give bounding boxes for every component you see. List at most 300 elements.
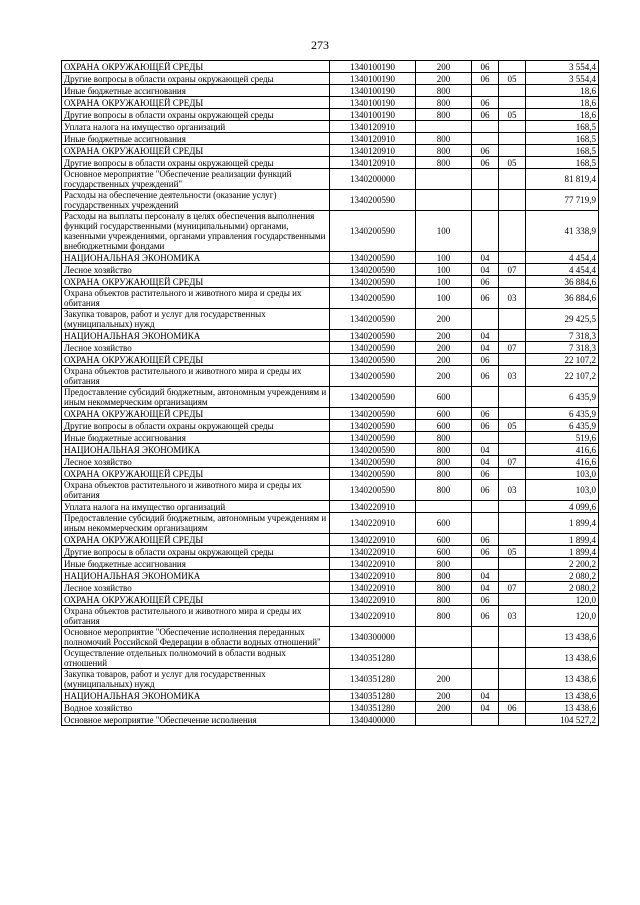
table-row [62,420,599,432]
row-expense-type-cell: 800 [416,145,472,157]
row-section-cell: 04 [472,582,499,594]
row-section-cell: 06 [472,145,499,157]
row-subsection-cell [499,570,526,582]
row-name-cell: НАЦИОНАЛЬНАЯ ЭКОНОМИКА [62,570,330,582]
row-amount-cell: 1 899,4 [526,513,599,534]
row-expense-type-cell [416,121,472,133]
row-amount-cell: 2 080,2 [526,570,599,582]
row-code-cell: 1340220910 [330,501,416,513]
row-section-cell: 04 [472,252,499,264]
row-name-cell: Охрана объектов растительного и животного мира и среды их обитания [62,480,330,501]
row-subsection-cell [499,627,526,648]
row-name-cell: Иные бюджетные ассигнования [62,558,330,570]
row-amount-cell: 103,0 [526,468,599,480]
row-expense-type-cell: 200 [416,669,472,690]
row-amount-cell: 18,6 [526,85,599,97]
table-row [62,480,599,501]
row-subsection-cell [499,714,526,726]
row-section-cell: 06 [472,73,499,85]
row-code-cell: 1340220910 [330,546,416,558]
row-subsection-cell: 05 [499,109,526,121]
row-amount-cell: 416,6 [526,444,599,456]
table-row [62,513,599,534]
row-section-cell: 06 [472,546,499,558]
row-amount-cell: 36 884,6 [526,276,599,288]
table-row [62,133,599,145]
row-expense-type-cell [416,648,472,669]
row-subsection-cell [499,61,526,73]
row-name-cell: Предоставление субсидий бюджетным, автономным учреждениям и иным некоммерческим организациям [62,387,330,408]
table-row [62,330,599,342]
table-row [62,468,599,480]
row-subsection-cell: 06 [499,702,526,714]
row-amount-cell: 3 554,4 [526,61,599,73]
row-subsection-cell [499,276,526,288]
table-row [62,501,599,513]
row-name-cell: ОХРАНА ОКРУЖАЮЩЕЙ СРЕДЫ [62,145,330,157]
row-amount-cell: 168,5 [526,133,599,145]
row-expense-type-cell: 100 [416,288,472,309]
row-name-cell: Иные бюджетные ассигнования [62,133,330,145]
row-subsection-cell [499,444,526,456]
row-name-cell: Закупка товаров, работ и услуг для государственных (муниципальных) нужд [62,669,330,690]
row-code-cell: 1340100190 [330,97,416,109]
row-code-cell: 1340220910 [330,594,416,606]
row-section-cell [472,501,499,513]
table-row [62,121,599,133]
table-row [62,627,599,648]
row-section-cell: 04 [472,690,499,702]
row-expense-type-cell: 600 [416,546,472,558]
row-name-cell: Основное мероприятие "Обеспечение исполнения [62,714,330,726]
row-name-cell: ОХРАНА ОКРУЖАЮЩЕЙ СРЕДЫ [62,61,330,73]
table-row [62,157,599,169]
table-row [62,648,599,669]
row-amount-cell: 18,6 [526,97,599,109]
row-subsection-cell [499,468,526,480]
row-code-cell: 1340100190 [330,73,416,85]
row-subsection-cell [499,211,526,252]
row-amount-cell: 29 425,5 [526,309,599,330]
row-code-cell: 1340200590 [330,288,416,309]
row-name-cell: НАЦИОНАЛЬНАЯ ЭКОНОМИКА [62,330,330,342]
row-expense-type-cell: 600 [416,387,472,408]
row-subsection-cell [499,648,526,669]
row-section-cell [472,648,499,669]
table-row [62,690,599,702]
row-subsection-cell [499,501,526,513]
row-expense-type-cell [416,714,472,726]
table-row [62,594,599,606]
row-name-cell: Предоставление субсидий бюджетным, автономным учреждениям и иным некоммерческим организациям [62,513,330,534]
row-amount-cell: 13 438,6 [526,690,599,702]
row-name-cell: Другие вопросы в области охраны окружающей среды [62,109,330,121]
row-amount-cell: 18,6 [526,109,599,121]
table-row [62,61,599,73]
row-subsection-cell: 03 [499,606,526,627]
row-code-cell: 1340200590 [330,366,416,387]
row-amount-cell: 120,0 [526,594,599,606]
row-code-cell: 1340200590 [330,190,416,211]
row-subsection-cell: 05 [499,73,526,85]
row-section-cell [472,513,499,534]
row-name-cell: Водное хозяйство [62,702,330,714]
row-expense-type-cell: 800 [416,456,472,468]
table-row [62,97,599,109]
row-name-cell: НАЦИОНАЛЬНАЯ ЭКОНОМИКА [62,690,330,702]
row-name-cell: Основное мероприятие "Обеспечение исполнения переданных полномочий Российской Федерации в области водных отношений" [62,627,330,648]
row-expense-type-cell: 600 [416,534,472,546]
row-code-cell: 1340120910 [330,121,416,133]
row-amount-cell: 77 719,9 [526,190,599,211]
row-expense-type-cell [416,627,472,648]
row-expense-type-cell: 200 [416,61,472,73]
budget-table [61,60,599,726]
row-expense-type-cell: 200 [416,690,472,702]
row-code-cell: 1340200590 [330,309,416,330]
table-row [62,288,599,309]
row-amount-cell: 168,5 [526,145,599,157]
row-section-cell: 04 [472,702,499,714]
row-section-cell [472,714,499,726]
row-name-cell: ОХРАНА ОКРУЖАЮЩЕЙ СРЕДЫ [62,276,330,288]
row-section-cell: 06 [472,480,499,501]
row-name-cell: ОХРАНА ОКРУЖАЮЩЕЙ СРЕДЫ [62,594,330,606]
row-expense-type-cell: 800 [416,97,472,109]
table-row [62,714,599,726]
row-amount-cell: 6 435,9 [526,387,599,408]
row-code-cell: 1340200590 [330,264,416,276]
table-row [62,546,599,558]
row-section-cell: 06 [472,157,499,169]
row-expense-type-cell: 800 [416,570,472,582]
row-amount-cell: 13 438,6 [526,648,599,669]
row-amount-cell: 6 435,9 [526,420,599,432]
row-expense-type-cell: 800 [416,558,472,570]
row-amount-cell: 13 438,6 [526,627,599,648]
row-name-cell: Уплата налога на имущество организаций [62,121,330,133]
row-expense-type-cell: 600 [416,513,472,534]
row-section-cell: 06 [472,97,499,109]
row-code-cell: 1340351280 [330,669,416,690]
row-subsection-cell: 07 [499,456,526,468]
row-expense-type-cell [416,190,472,211]
row-amount-cell: 416,6 [526,456,599,468]
row-expense-type-cell [416,501,472,513]
row-code-cell: 1340100190 [330,61,416,73]
row-section-cell: 04 [472,570,499,582]
row-subsection-cell [499,145,526,157]
row-amount-cell: 13 438,6 [526,669,599,690]
row-section-cell: 04 [472,444,499,456]
row-section-cell [472,85,499,97]
row-section-cell [472,669,499,690]
row-name-cell: ОХРАНА ОКРУЖАЮЩЕЙ СРЕДЫ [62,468,330,480]
table-row [62,276,599,288]
row-subsection-cell: 03 [499,288,526,309]
table-row [62,387,599,408]
row-amount-cell: 6 435,9 [526,408,599,420]
row-amount-cell: 22 107,2 [526,354,599,366]
row-amount-cell: 7 318,3 [526,330,599,342]
row-section-cell: 06 [472,420,499,432]
row-amount-cell: 168,5 [526,121,599,133]
row-expense-type-cell: 800 [416,432,472,444]
row-code-cell: 1340220910 [330,570,416,582]
row-name-cell: Охрана объектов растительного и животного мира и среды их обитания [62,606,330,627]
row-section-cell: 06 [472,354,499,366]
row-name-cell: Основное мероприятие "Обеспечение реализации функций государственных учреждений" [62,169,330,190]
row-name-cell: Иные бюджетные ассигнования [62,432,330,444]
row-subsection-cell: 05 [499,546,526,558]
row-code-cell: 1340220910 [330,513,416,534]
row-amount-cell: 22 107,2 [526,366,599,387]
table-row [62,169,599,190]
row-expense-type-cell: 100 [416,252,472,264]
row-subsection-cell [499,169,526,190]
table-row [62,606,599,627]
row-subsection-cell [499,121,526,133]
row-name-cell: Другие вопросы в области охраны окружающей среды [62,546,330,558]
row-code-cell: 1340220910 [330,534,416,546]
row-subsection-cell [499,513,526,534]
row-expense-type-cell: 200 [416,366,472,387]
row-subsection-cell: 07 [499,342,526,354]
row-expense-type-cell: 800 [416,157,472,169]
row-amount-cell: 4 099,6 [526,501,599,513]
row-amount-cell: 519,6 [526,432,599,444]
row-amount-cell: 4 454,4 [526,264,599,276]
row-expense-type-cell: 800 [416,133,472,145]
row-expense-type-cell: 600 [416,408,472,420]
row-code-cell: 1340120910 [330,133,416,145]
row-expense-type-cell: 100 [416,276,472,288]
table-row [62,342,599,354]
row-section-cell [472,190,499,211]
row-section-cell: 04 [472,330,499,342]
table-row [62,570,599,582]
row-section-cell: 04 [472,264,499,276]
row-section-cell [472,432,499,444]
row-subsection-cell [499,558,526,570]
row-expense-type-cell: 600 [416,420,472,432]
table-row [62,558,599,570]
row-section-cell: 04 [472,342,499,354]
row-amount-cell: 3 554,4 [526,73,599,85]
row-code-cell: 1340200590 [330,456,416,468]
row-subsection-cell [499,594,526,606]
row-name-cell: Расходы на выплаты персоналу в целях обеспечения выполнения функций государственными (муниципальными) органами, казенными учреждениями, органами управления государственными внебюджетными фондами [62,211,330,252]
row-expense-type-cell: 200 [416,309,472,330]
row-name-cell: Уплата налога на имущество организаций [62,501,330,513]
row-code-cell: 1340220910 [330,558,416,570]
row-section-cell: 06 [472,61,499,73]
row-code-cell: 1340200590 [330,252,416,264]
row-name-cell: Закупка товаров, работ и услуг для государственных (муниципальных) нужд [62,309,330,330]
row-amount-cell: 168,5 [526,157,599,169]
row-section-cell [472,133,499,145]
row-subsection-cell [499,432,526,444]
row-subsection-cell [499,190,526,211]
row-amount-cell: 4 454,4 [526,252,599,264]
row-expense-type-cell: 800 [416,606,472,627]
row-section-cell: 06 [472,288,499,309]
row-code-cell: 1340100190 [330,109,416,121]
row-subsection-cell: 05 [499,420,526,432]
row-name-cell: Осуществление отдельных полномочий в области водных отношений [62,648,330,669]
row-name-cell: Лесное хозяйство [62,582,330,594]
row-code-cell: 1340120910 [330,157,416,169]
row-code-cell: 1340351280 [330,690,416,702]
row-name-cell: Другие вопросы в области охраны окружающей среды [62,420,330,432]
row-amount-cell: 41 338,9 [526,211,599,252]
table-row [62,211,599,252]
table-row [62,85,599,97]
row-code-cell: 1340200590 [330,408,416,420]
row-section-cell [472,558,499,570]
table-row [62,702,599,714]
row-name-cell: НАЦИОНАЛЬНАЯ ЭКОНОМИКА [62,444,330,456]
table-row [62,354,599,366]
row-amount-cell: 120,0 [526,606,599,627]
row-code-cell: 1340351280 [330,702,416,714]
row-amount-cell: 2 080,2 [526,582,599,594]
table-row [62,145,599,157]
row-code-cell: 1340120910 [330,145,416,157]
row-amount-cell: 7 318,3 [526,342,599,354]
row-amount-cell: 1 899,4 [526,534,599,546]
row-subsection-cell [499,252,526,264]
row-expense-type-cell: 800 [416,85,472,97]
row-subsection-cell [499,669,526,690]
table-row [62,73,599,85]
row-code-cell: 1340200590 [330,432,416,444]
row-code-cell: 1340300000 [330,627,416,648]
table-row [62,309,599,330]
row-amount-cell: 1 899,4 [526,546,599,558]
row-code-cell: 1340200000 [330,169,416,190]
row-subsection-cell [499,133,526,145]
row-subsection-cell: 03 [499,480,526,501]
row-section-cell: 06 [472,276,499,288]
table-row [62,534,599,546]
row-expense-type-cell: 200 [416,342,472,354]
table-row [62,109,599,121]
row-subsection-cell [499,690,526,702]
row-name-cell: Охрана объектов растительного и животного мира и среды их обитания [62,366,330,387]
row-expense-type-cell: 800 [416,480,472,501]
table-row [62,582,599,594]
row-subsection-cell [499,408,526,420]
row-code-cell: 1340200590 [330,444,416,456]
row-amount-cell: 81 819,4 [526,169,599,190]
row-name-cell: ОХРАНА ОКРУЖАЮЩЕЙ СРЕДЫ [62,354,330,366]
row-subsection-cell [499,309,526,330]
row-amount-cell: 104 527,2 [526,714,599,726]
row-name-cell: НАЦИОНАЛЬНАЯ ЭКОНОМИКА [62,252,330,264]
row-expense-type-cell [416,169,472,190]
table-row [62,190,599,211]
page-number: 273 [311,38,329,52]
row-expense-type-cell: 200 [416,354,472,366]
row-subsection-cell [499,330,526,342]
row-code-cell: 1340400000 [330,714,416,726]
row-amount-cell: 2 200,2 [526,558,599,570]
row-section-cell: 06 [472,606,499,627]
row-code-cell: 1340200590 [330,211,416,252]
row-name-cell: Охрана объектов растительного и животного мира и среды их обитания [62,288,330,309]
row-amount-cell: 36 884,6 [526,288,599,309]
row-code-cell: 1340200590 [330,354,416,366]
table-row [62,252,599,264]
row-expense-type-cell: 200 [416,702,472,714]
table-row [62,408,599,420]
row-section-cell: 06 [472,468,499,480]
row-expense-type-cell: 800 [416,468,472,480]
row-name-cell: Лесное хозяйство [62,456,330,468]
row-section-cell: 06 [472,594,499,606]
row-section-cell: 04 [472,456,499,468]
row-amount-cell: 103,0 [526,480,599,501]
row-name-cell: Лесное хозяйство [62,342,330,354]
row-name-cell: ОХРАНА ОКРУЖАЮЩЕЙ СРЕДЫ [62,97,330,109]
row-expense-type-cell: 100 [416,264,472,276]
row-code-cell: 1340200590 [330,342,416,354]
row-expense-type-cell: 200 [416,73,472,85]
row-subsection-cell: 05 [499,157,526,169]
row-section-cell [472,121,499,133]
row-code-cell: 1340100190 [330,85,416,97]
row-subsection-cell: 07 [499,582,526,594]
row-expense-type-cell: 800 [416,109,472,121]
table-row [62,432,599,444]
row-name-cell: Расходы на обеспечение деятельности (оказание услуг) государственных учреждений [62,190,330,211]
row-name-cell: Другие вопросы в области охраны окружающей среды [62,73,330,85]
row-section-cell: 06 [472,109,499,121]
row-section-cell: 06 [472,534,499,546]
row-subsection-cell [499,85,526,97]
row-section-cell [472,627,499,648]
row-expense-type-cell: 800 [416,582,472,594]
row-section-cell: 06 [472,408,499,420]
row-amount-cell: 13 438,6 [526,702,599,714]
row-section-cell [472,211,499,252]
row-name-cell: ОХРАНА ОКРУЖАЮЩЕЙ СРЕДЫ [62,408,330,420]
row-code-cell: 1340200590 [330,387,416,408]
row-code-cell: 1340200590 [330,420,416,432]
row-section-cell: 06 [472,366,499,387]
row-expense-type-cell: 100 [416,211,472,252]
row-name-cell: Иные бюджетные ассигнования [62,85,330,97]
row-subsection-cell: 03 [499,366,526,387]
table-row [62,669,599,690]
row-expense-type-cell: 800 [416,444,472,456]
row-subsection-cell: 07 [499,264,526,276]
row-subsection-cell [499,387,526,408]
table-row [62,264,599,276]
row-code-cell: 1340200590 [330,468,416,480]
row-expense-type-cell: 200 [416,330,472,342]
row-code-cell: 1340220910 [330,582,416,594]
row-subsection-cell [499,97,526,109]
row-code-cell: 1340200590 [330,480,416,501]
row-section-cell [472,309,499,330]
row-subsection-cell [499,534,526,546]
row-section-cell [472,169,499,190]
row-expense-type-cell: 800 [416,594,472,606]
budget-table-body [62,61,599,726]
row-name-cell: Другие вопросы в области охраны окружающей среды [62,157,330,169]
